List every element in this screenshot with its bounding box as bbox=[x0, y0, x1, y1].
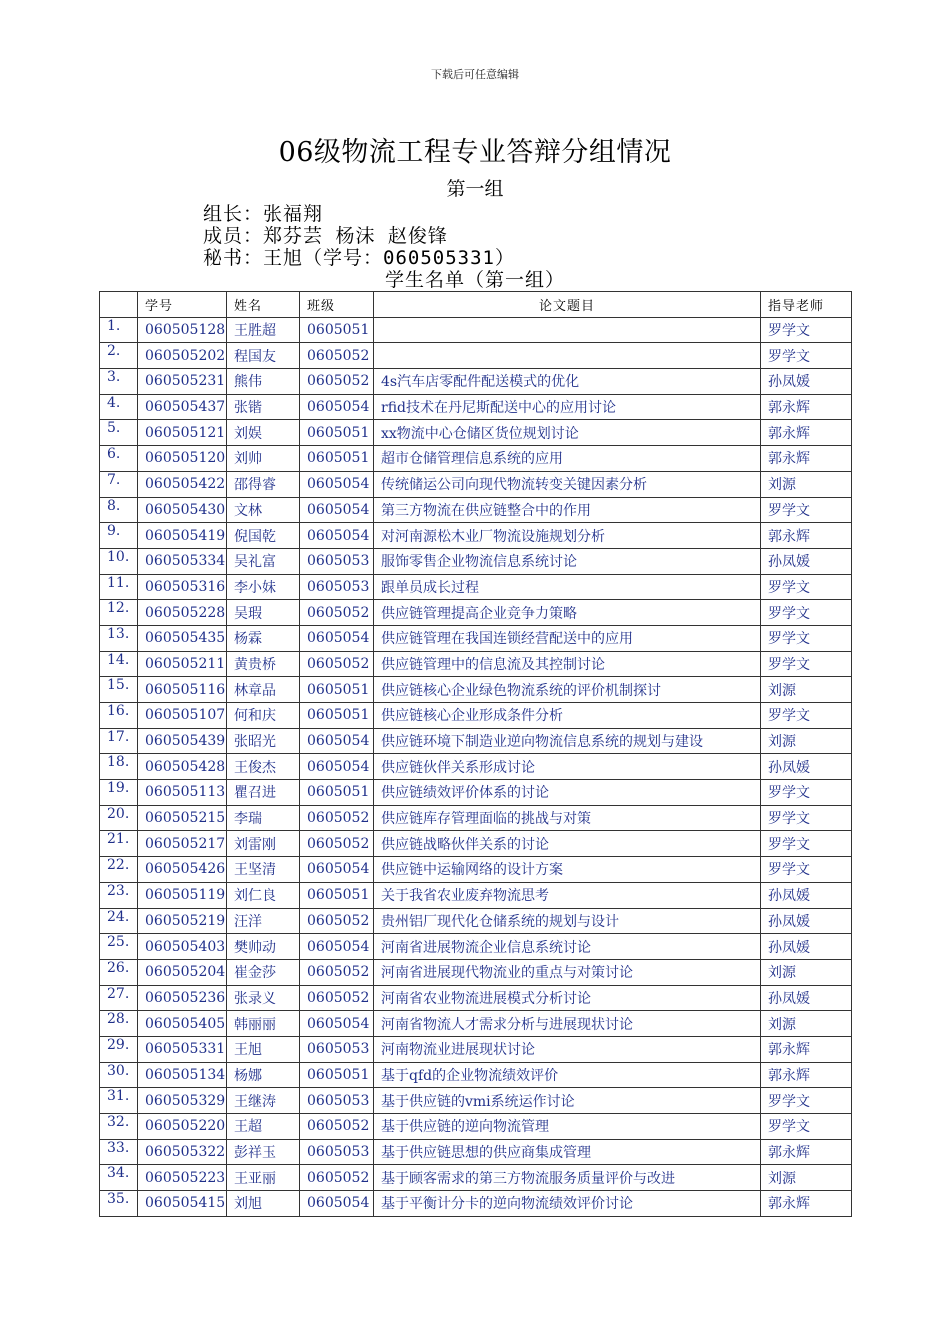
student-name-cell: 倪国乾 bbox=[227, 523, 300, 549]
advisor-cell: 刘源 bbox=[761, 1165, 852, 1191]
row-index: 28. bbox=[100, 1011, 138, 1037]
student-name-cell: 王继涛 bbox=[227, 1088, 300, 1114]
student-name-cell: 张录义 bbox=[227, 985, 300, 1011]
row-index: 32. bbox=[100, 1114, 138, 1140]
column-header-advisor: 指导老师 bbox=[761, 292, 852, 318]
class-cell: 0605052 bbox=[300, 369, 374, 395]
class-cell: 0605052 bbox=[300, 1114, 374, 1140]
thesis-title-cell: 供应链管理提高企业竞争力策略 bbox=[374, 600, 761, 626]
table-row bbox=[100, 677, 852, 703]
thesis-title-cell: 基于平衡计分卡的逆向物流绩效评价讨论 bbox=[374, 1191, 761, 1217]
student-id-cell: 060505107 bbox=[138, 703, 227, 729]
advisor-cell: 孙凤媛 bbox=[761, 985, 852, 1011]
advisor-cell: 罗学文 bbox=[761, 343, 852, 369]
thesis-title-cell: 河南省农业物流进展模式分析讨论 bbox=[374, 985, 761, 1011]
class-cell: 0605051 bbox=[300, 1062, 374, 1088]
row-index: 3. bbox=[100, 369, 138, 395]
table-row bbox=[100, 523, 852, 549]
column-header-index bbox=[100, 292, 138, 318]
row-index: 21. bbox=[100, 831, 138, 857]
student-name-cell: 吴礼富 bbox=[227, 548, 300, 574]
table-row bbox=[100, 651, 852, 677]
thesis-title-cell: 供应链管理在我国连锁经营配送中的应用 bbox=[374, 625, 761, 651]
advisor-cell: 孙凤媛 bbox=[761, 548, 852, 574]
table-row bbox=[100, 882, 852, 908]
advisor-cell: 郭永辉 bbox=[761, 1139, 852, 1165]
student-id-cell: 060505322 bbox=[138, 1139, 227, 1165]
thesis-title-cell: xx物流中心仓储区货位规划讨论 bbox=[374, 420, 761, 446]
student-name-cell: 林章品 bbox=[227, 677, 300, 703]
student-id-cell: 060505428 bbox=[138, 754, 227, 780]
class-cell: 0605052 bbox=[300, 985, 374, 1011]
table-row bbox=[100, 394, 852, 420]
student-id-cell: 060505316 bbox=[138, 574, 227, 600]
table-row bbox=[100, 1088, 852, 1114]
student-id-cell: 060505415 bbox=[138, 1191, 227, 1217]
student-name-cell: 瞿召进 bbox=[227, 780, 300, 806]
thesis-title-cell: 供应链伙伴关系形成讨论 bbox=[374, 754, 761, 780]
student-name-cell: 刘娱 bbox=[227, 420, 300, 446]
thesis-title-cell: rfid技术在丹尼斯配送中心的应用讨论 bbox=[374, 394, 761, 420]
student-name-cell: 王俊杰 bbox=[227, 754, 300, 780]
thesis-title-cell: 供应链库存管理面临的挑战与对策 bbox=[374, 805, 761, 831]
student-name-cell: 韩丽丽 bbox=[227, 1011, 300, 1037]
row-index: 12. bbox=[100, 600, 138, 626]
class-cell: 0605054 bbox=[300, 754, 374, 780]
student-id-cell: 060505215 bbox=[138, 805, 227, 831]
advisor-cell: 郭永辉 bbox=[761, 394, 852, 420]
class-cell: 0605051 bbox=[300, 317, 374, 343]
advisor-cell: 孙凤媛 bbox=[761, 369, 852, 395]
student-id-cell: 060505220 bbox=[138, 1114, 227, 1140]
student-id-cell: 060505422 bbox=[138, 471, 227, 497]
student-name-cell: 吴瑕 bbox=[227, 600, 300, 626]
student-list-title: 学生名单（第一组） bbox=[384, 269, 565, 291]
student-id-cell: 060505439 bbox=[138, 728, 227, 754]
advisor-cell: 罗学文 bbox=[761, 625, 852, 651]
student-name-cell: 杨霖 bbox=[227, 625, 300, 651]
class-cell: 0605052 bbox=[300, 908, 374, 934]
class-cell: 0605051 bbox=[300, 446, 374, 472]
class-cell: 0605054 bbox=[300, 728, 374, 754]
table-row bbox=[100, 548, 852, 574]
table-row bbox=[100, 317, 852, 343]
row-index: 17. bbox=[100, 728, 138, 754]
student-name-cell: 李瑞 bbox=[227, 805, 300, 831]
class-cell: 0605052 bbox=[300, 651, 374, 677]
thesis-title-cell: 传统储运公司向现代物流转变关键因素分析 bbox=[374, 471, 761, 497]
student-name-cell: 李小妹 bbox=[227, 574, 300, 600]
advisor-cell: 郭永辉 bbox=[761, 1191, 852, 1217]
row-index: 18. bbox=[100, 754, 138, 780]
class-cell: 0605053 bbox=[300, 1139, 374, 1165]
row-index: 15. bbox=[100, 677, 138, 703]
advisor-cell: 孙凤媛 bbox=[761, 754, 852, 780]
row-index: 27. bbox=[100, 985, 138, 1011]
table-row bbox=[100, 1191, 852, 1217]
advisor-cell: 罗学文 bbox=[761, 651, 852, 677]
class-cell: 0605054 bbox=[300, 934, 374, 960]
student-id-cell: 060505331 bbox=[138, 1036, 227, 1062]
student-id-cell: 060505426 bbox=[138, 857, 227, 883]
table-row bbox=[100, 1062, 852, 1088]
class-cell: 0605051 bbox=[300, 780, 374, 806]
thesis-title-cell: 基于顾客需求的第三方物流服务质量评价与改进 bbox=[374, 1165, 761, 1191]
class-cell: 0605052 bbox=[300, 831, 374, 857]
student-id-cell: 060505219 bbox=[138, 908, 227, 934]
student-name-cell: 张昭光 bbox=[227, 728, 300, 754]
student-id-cell: 060505334 bbox=[138, 548, 227, 574]
student-name-cell: 熊伟 bbox=[227, 369, 300, 395]
student-name-cell: 刘旭 bbox=[227, 1191, 300, 1217]
row-index: 8. bbox=[100, 497, 138, 523]
student-id-cell: 060505121 bbox=[138, 420, 227, 446]
thesis-title-cell: 基于供应链思想的供应商集成管理 bbox=[374, 1139, 761, 1165]
table-row bbox=[100, 831, 852, 857]
thesis-title-cell: 基于供应链的逆向物流管理 bbox=[374, 1114, 761, 1140]
row-index: 14. bbox=[100, 651, 138, 677]
table-row bbox=[100, 574, 852, 600]
class-cell: 0605052 bbox=[300, 600, 374, 626]
thesis-title-cell: 贵州铝厂现代化仓储系统的规划与设计 bbox=[374, 908, 761, 934]
advisor-cell: 罗学文 bbox=[761, 1088, 852, 1114]
table-row bbox=[100, 1139, 852, 1165]
class-cell: 0605051 bbox=[300, 420, 374, 446]
advisor-cell: 罗学文 bbox=[761, 831, 852, 857]
student-name-cell: 程国友 bbox=[227, 343, 300, 369]
student-id-cell: 060505128 bbox=[138, 317, 227, 343]
thesis-title-cell bbox=[374, 343, 761, 369]
table-row bbox=[100, 703, 852, 729]
row-index: 20. bbox=[100, 805, 138, 831]
advisor-cell: 郭永辉 bbox=[761, 1062, 852, 1088]
table-row bbox=[100, 908, 852, 934]
advisor-cell: 罗学文 bbox=[761, 1114, 852, 1140]
group-leader: 组长：张福翔 bbox=[203, 203, 324, 225]
student-id-cell: 060505231 bbox=[138, 369, 227, 395]
thesis-title-cell: 供应链环境下制造业逆向物流信息系统的规划与建设 bbox=[374, 728, 761, 754]
student-id-cell: 060505403 bbox=[138, 934, 227, 960]
table-row bbox=[100, 857, 852, 883]
thesis-title-cell: 基于qfd的企业物流绩效评价 bbox=[374, 1062, 761, 1088]
thesis-title-cell: 供应链中运输网络的设计方案 bbox=[374, 857, 761, 883]
student-id-cell: 060505204 bbox=[138, 959, 227, 985]
thesis-title-cell: 对河南源松木业厂物流设施规划分析 bbox=[374, 523, 761, 549]
thesis-title-cell: 跟单员成长过程 bbox=[374, 574, 761, 600]
student-id-cell: 060505228 bbox=[138, 600, 227, 626]
class-cell: 0605052 bbox=[300, 343, 374, 369]
thesis-title-cell: 供应链绩效评价体系的讨论 bbox=[374, 780, 761, 806]
row-index: 26. bbox=[100, 959, 138, 985]
row-index: 4. bbox=[100, 394, 138, 420]
table-row bbox=[100, 1011, 852, 1037]
student-id-cell: 060505217 bbox=[138, 831, 227, 857]
row-index: 2. bbox=[100, 343, 138, 369]
student-id-cell: 060505116 bbox=[138, 677, 227, 703]
table-row bbox=[100, 959, 852, 985]
student-id-cell: 060505405 bbox=[138, 1011, 227, 1037]
row-index: 23. bbox=[100, 882, 138, 908]
thesis-title-cell: 第三方物流在供应链整合中的作用 bbox=[374, 497, 761, 523]
row-index: 9. bbox=[100, 523, 138, 549]
advisor-cell: 罗学文 bbox=[761, 780, 852, 806]
column-header-student-id: 学号 bbox=[138, 292, 227, 318]
student-name-cell: 王旭 bbox=[227, 1036, 300, 1062]
row-index: 34. bbox=[100, 1165, 138, 1191]
class-cell: 0605054 bbox=[300, 497, 374, 523]
student-name-cell: 汪洋 bbox=[227, 908, 300, 934]
row-index: 5. bbox=[100, 420, 138, 446]
class-cell: 0605054 bbox=[300, 1191, 374, 1217]
table-row bbox=[100, 1114, 852, 1140]
student-name-cell: 刘帅 bbox=[227, 446, 300, 472]
student-id-cell: 060505120 bbox=[138, 446, 227, 472]
student-id-cell: 060505430 bbox=[138, 497, 227, 523]
advisor-cell: 罗学文 bbox=[761, 703, 852, 729]
class-cell: 0605054 bbox=[300, 394, 374, 420]
row-index: 7. bbox=[100, 471, 138, 497]
student-id-cell: 060505211 bbox=[138, 651, 227, 677]
student-id-cell: 060505329 bbox=[138, 1088, 227, 1114]
thesis-title-cell bbox=[374, 317, 761, 343]
class-cell: 0605051 bbox=[300, 703, 374, 729]
row-index: 1. bbox=[100, 317, 138, 343]
row-index: 24. bbox=[100, 908, 138, 934]
thesis-title-cell: 供应链核心企业绿色物流系统的评价机制探讨 bbox=[374, 677, 761, 703]
row-index: 6. bbox=[100, 446, 138, 472]
class-cell: 0605054 bbox=[300, 1011, 374, 1037]
class-cell: 0605054 bbox=[300, 523, 374, 549]
advisor-cell: 罗学文 bbox=[761, 574, 852, 600]
column-header-name: 姓名 bbox=[227, 292, 300, 318]
row-index: 35. bbox=[100, 1191, 138, 1217]
group-secretary: 秘书：王旭（学号：060505331） bbox=[203, 247, 515, 269]
row-index: 25. bbox=[100, 934, 138, 960]
thesis-title-cell: 供应链核心企业形成条件分析 bbox=[374, 703, 761, 729]
advisor-cell: 罗学文 bbox=[761, 600, 852, 626]
advisor-cell: 罗学文 bbox=[761, 317, 852, 343]
class-cell: 0605053 bbox=[300, 1088, 374, 1114]
class-cell: 0605052 bbox=[300, 805, 374, 831]
row-index: 16. bbox=[100, 703, 138, 729]
row-index: 19. bbox=[100, 780, 138, 806]
row-index: 10. bbox=[100, 548, 138, 574]
advisor-cell: 孙凤媛 bbox=[761, 882, 852, 908]
advisor-cell: 刘源 bbox=[761, 1011, 852, 1037]
class-cell: 0605054 bbox=[300, 625, 374, 651]
table-row bbox=[100, 1165, 852, 1191]
table-body bbox=[100, 317, 852, 1216]
table-row bbox=[100, 985, 852, 1011]
advisor-cell: 刘源 bbox=[761, 677, 852, 703]
thesis-title-cell: 河南省物流人才需求分析与进展现状讨论 bbox=[374, 1011, 761, 1037]
student-id-cell: 060505134 bbox=[138, 1062, 227, 1088]
table-row bbox=[100, 934, 852, 960]
thesis-title-cell: 供应链战略伙伴关系的讨论 bbox=[374, 831, 761, 857]
student-name-cell: 王亚丽 bbox=[227, 1165, 300, 1191]
row-index: 11. bbox=[100, 574, 138, 600]
row-index: 31. bbox=[100, 1088, 138, 1114]
table-row bbox=[100, 369, 852, 395]
class-cell: 0605053 bbox=[300, 548, 374, 574]
table-row bbox=[100, 1036, 852, 1062]
table-row bbox=[100, 754, 852, 780]
advisor-cell: 郭永辉 bbox=[761, 1036, 852, 1062]
student-name-cell: 黄贵桥 bbox=[227, 651, 300, 677]
table-row bbox=[100, 497, 852, 523]
advisor-cell: 刘源 bbox=[761, 728, 852, 754]
student-name-cell: 王坚清 bbox=[227, 857, 300, 883]
student-name-cell: 刘仁良 bbox=[227, 882, 300, 908]
class-cell: 0605054 bbox=[300, 471, 374, 497]
table-header-row bbox=[100, 292, 852, 318]
column-header-class: 班级 bbox=[300, 292, 374, 318]
student-name-cell: 张锴 bbox=[227, 394, 300, 420]
table-row bbox=[100, 728, 852, 754]
student-name-cell: 王超 bbox=[227, 1114, 300, 1140]
student-name-cell: 樊帅动 bbox=[227, 934, 300, 960]
table-row bbox=[100, 343, 852, 369]
student-name-cell: 何和庆 bbox=[227, 703, 300, 729]
student-name-cell: 王胜超 bbox=[227, 317, 300, 343]
page-title: 06级物流工程专业答辩分组情况 bbox=[278, 137, 672, 168]
student-id-cell: 060505223 bbox=[138, 1165, 227, 1191]
thesis-title-cell: 河南省进展物流企业信息系统讨论 bbox=[374, 934, 761, 960]
thesis-title-cell: 河南省进展现代物流业的重点与对策讨论 bbox=[374, 959, 761, 985]
student-id-cell: 060505236 bbox=[138, 985, 227, 1011]
row-index: 30. bbox=[100, 1062, 138, 1088]
advisor-cell: 罗学文 bbox=[761, 497, 852, 523]
advisor-cell: 郭永辉 bbox=[761, 420, 852, 446]
table-row bbox=[100, 471, 852, 497]
thesis-title-cell: 河南物流业进展现状讨论 bbox=[374, 1036, 761, 1062]
thesis-title-cell: 超市仓储管理信息系统的应用 bbox=[374, 446, 761, 472]
class-cell: 0605053 bbox=[300, 574, 374, 600]
student-name-cell: 崔金莎 bbox=[227, 959, 300, 985]
student-id-cell: 060505119 bbox=[138, 882, 227, 908]
class-cell: 0605054 bbox=[300, 857, 374, 883]
class-cell: 0605053 bbox=[300, 1036, 374, 1062]
advisor-cell: 孙凤媛 bbox=[761, 908, 852, 934]
table-row bbox=[100, 600, 852, 626]
student-id-cell: 060505437 bbox=[138, 394, 227, 420]
row-index: 29. bbox=[100, 1036, 138, 1062]
advisor-cell: 郭永辉 bbox=[761, 523, 852, 549]
student-name-cell: 刘雷刚 bbox=[227, 831, 300, 857]
table-row bbox=[100, 625, 852, 651]
student-name-cell: 邵得睿 bbox=[227, 471, 300, 497]
class-cell: 0605051 bbox=[300, 882, 374, 908]
table-row bbox=[100, 780, 852, 806]
group-members: 成员：郑芬芸 杨沫 赵俊锋 bbox=[203, 225, 448, 247]
advisor-cell: 郭永辉 bbox=[761, 446, 852, 472]
table-row bbox=[100, 420, 852, 446]
student-name-cell: 杨娜 bbox=[227, 1062, 300, 1088]
student-name-cell: 文林 bbox=[227, 497, 300, 523]
student-id-cell: 060505435 bbox=[138, 625, 227, 651]
student-id-cell: 060505419 bbox=[138, 523, 227, 549]
table-row bbox=[100, 446, 852, 472]
advisor-cell: 罗学文 bbox=[761, 857, 852, 883]
row-index: 22. bbox=[100, 857, 138, 883]
thesis-title-cell: 关于我省农业废弃物流思考 bbox=[374, 882, 761, 908]
thesis-title-cell: 供应链管理中的信息流及其控制讨论 bbox=[374, 651, 761, 677]
class-cell: 0605051 bbox=[300, 677, 374, 703]
advisor-cell: 刘源 bbox=[761, 471, 852, 497]
header-note: 下载后可任意编辑 bbox=[431, 68, 519, 81]
student-table bbox=[99, 291, 852, 1217]
column-header-thesis-title: 论文题目 bbox=[374, 292, 761, 318]
table-row bbox=[100, 805, 852, 831]
group-title: 第一组 bbox=[446, 178, 504, 200]
thesis-title-cell: 4s汽车店零配件配送模式的优化 bbox=[374, 369, 761, 395]
thesis-title-cell: 服饰零售企业物流信息系统讨论 bbox=[374, 548, 761, 574]
student-id-cell: 060505113 bbox=[138, 780, 227, 806]
class-cell: 0605052 bbox=[300, 959, 374, 985]
student-name-cell: 彭祥玉 bbox=[227, 1139, 300, 1165]
row-index: 33. bbox=[100, 1139, 138, 1165]
row-index: 13. bbox=[100, 625, 138, 651]
class-cell: 0605052 bbox=[300, 1165, 374, 1191]
student-id-cell: 060505202 bbox=[138, 343, 227, 369]
advisor-cell: 孙凤媛 bbox=[761, 934, 852, 960]
thesis-title-cell: 基于供应链的vmi系统运作讨论 bbox=[374, 1088, 761, 1114]
advisor-cell: 刘源 bbox=[761, 959, 852, 985]
advisor-cell: 罗学文 bbox=[761, 805, 852, 831]
